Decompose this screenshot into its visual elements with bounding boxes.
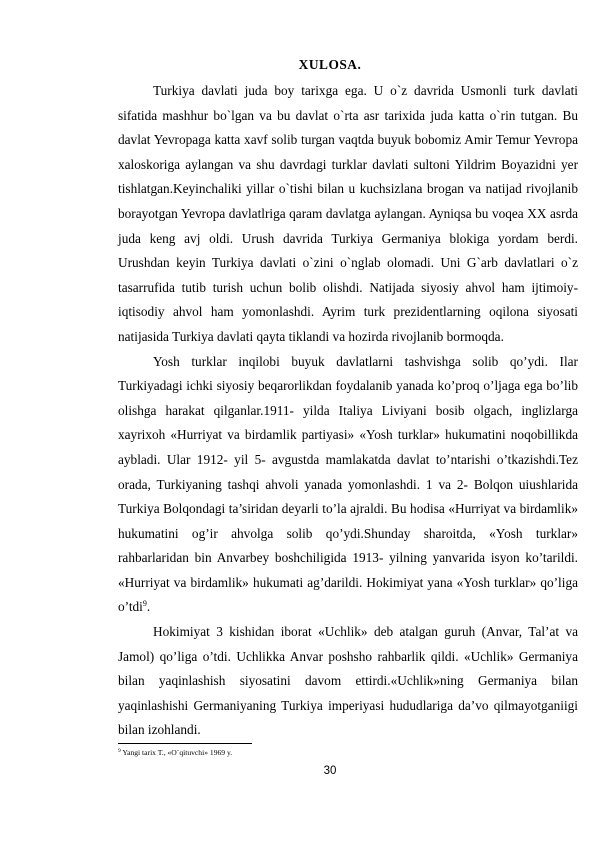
- footnote-divider: [118, 743, 252, 744]
- page-title: XULOSA.: [298, 57, 362, 72]
- body-text: [118, 79, 578, 743]
- paragraph-2: [118, 350, 578, 621]
- footnote: [118, 748, 578, 758]
- page-number: 30: [323, 765, 337, 777]
- footnote-text: Yangi tarix T., «O`qituvchi» 1969 y.: [120, 748, 233, 757]
- paragraph-3: Hokimiyat 3 kishidan iborat «Uchlik» deb atalgan guruh (Anvar, Tal’at va Jamol) qo’liga o’tdi. Uchlikka Anvar poshsho rahbarlik qildi. «Uchlik» Germaniya bilan yaqinlashish siyosatini davom ettirdi.«Uchlik»ning Germaniya bilan yaqinlashishi Germaniyaning Turkiya imperiyasi hududlariga da’vo qilmayotganiigi bilan izohlandi.: [118, 624, 578, 738]
- paragraph-2-text: Yosh turklar inqilobi buyuk davlatlarni tashvishga solib qo’ydi. Ilar Turkiyadagi ichki siyosiy beqarorlikdan foydalanib yanada ko’proq o’ljaga ega bo’lib olishga harakat qilganlar.1911- yilda Italiya Liviyani bosib olgach, inglizlarga xayrixoh «Hurriyat va birdamlik partiyasi» «Yosh turklar» hukumatini noqobillikda aybladi. Ular 1912- yil 5- avgustda mamlakatda davlat to’ntarishi o’tkazishdi.Tez orada, Turkiyaning tashqi ahvoli yanada yomonlashdi. 1 va 2- Bolqon uiushlarida Turkiya Bolqondagi ta’siridan deyarli to’la ajraldi. Bu hodisa «Hurriyat va birdamlik» hukumatini og’ir ahvolga solib qo’ydi.Shunday sharoitda, «Yosh turklar» rahbarlaridan bin Anvarbey boshchiligida 1913- yilning yanvarida isyon ko’tarildi. «Hurriyat va birdamlik» hukumati ag’darildi. Hokimiyat yana «Yosh turklar» qo’liga o’tdi: [118, 353, 578, 615]
- footnote-number: 9: [118, 748, 121, 754]
- paragraph-2-end: .: [146, 599, 151, 615]
- footnote-reference[interactable]: 9: [142, 599, 147, 609]
- paragraph-1: Turkiya davlati juda boy tarixga ega. U o`z davrida Usmonli turk davlati sifatida mashhur bo`lgan va bu davlat o`rta asr tarixida juda katta o`rin tutgan. Bu davlat Yevropaga katta xavf solib turgan vaqtda buyuk bobomiz Amir Temur Yevropa xaloskoriga aylangan va shu davrdagi turklar davlati sultoni Yildrim Boyazidni yer tishlatgan.Keyinchaliki yillar o`tishi bilan u kuchsizlana brogan va natijad rivojlanib borayotgan Yevropa davlatlriga qaram davlatga aylangan. Ayniqsa bu voqea XX asrda juda keng avj oldi. Urush davrida Turkiya Germaniya blokiga yordam berdi. Urushdan keyin Turkiya davlati o`zini o`nglab olomadi. Uni G`arb davlatlari o`z tasarrufida tutib turish uchun bolib olishdi. Natijada siyosiy ahvol ham ijtimoiy-iqtisodiy ahvol ham yomonlashdi. Ayrim turk prezidentlarning oqilona siyosati natijasida Turkiya davlati qayta tiklandi va hozirda rivojlanib bormoqda.: [118, 83, 578, 344]
